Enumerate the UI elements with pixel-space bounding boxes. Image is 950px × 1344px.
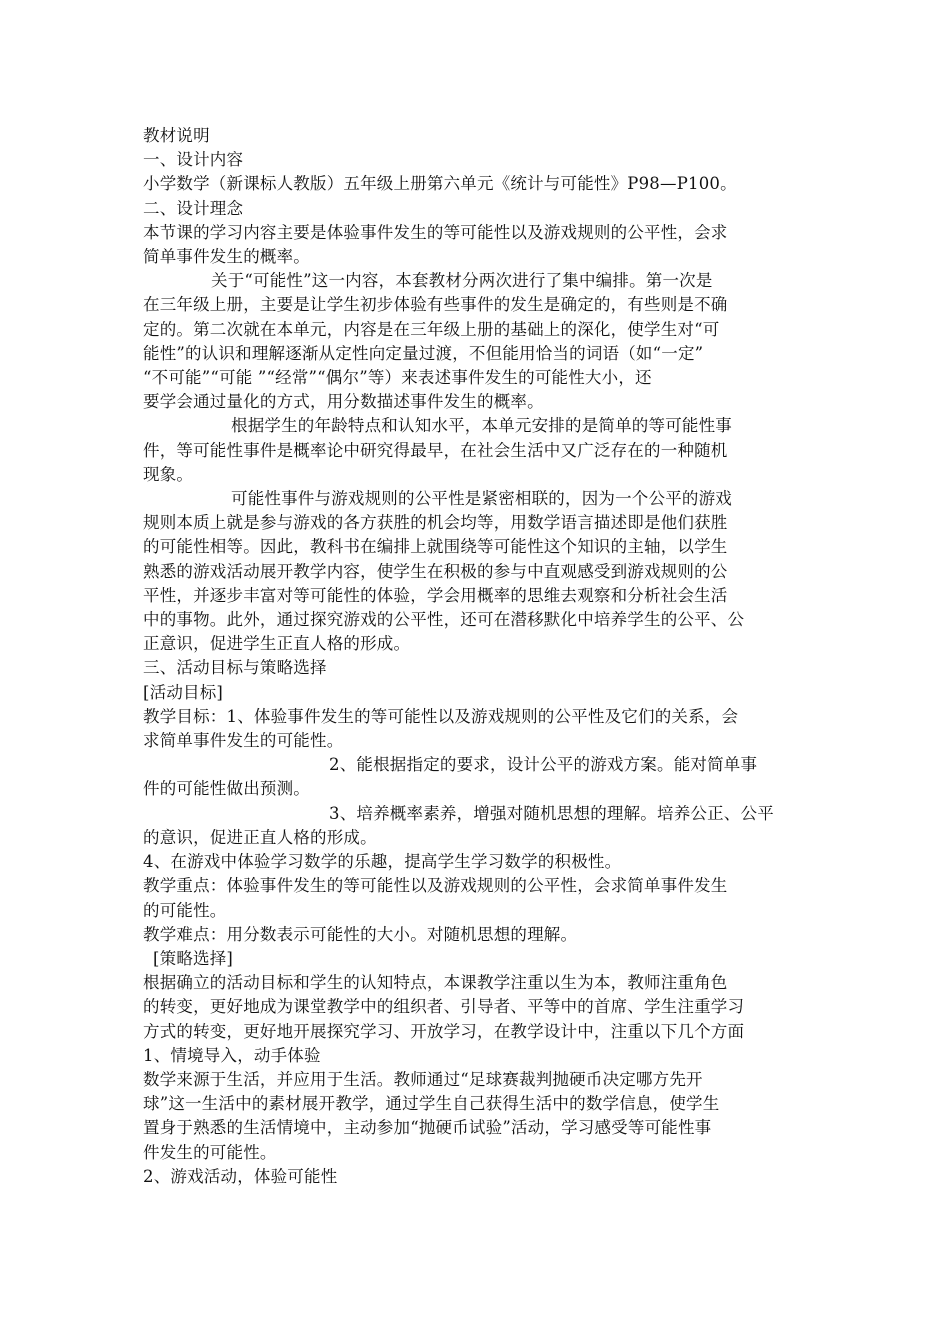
text-line: 3、培养概率素养，增强对随机思想的理解。培养公正、公平 xyxy=(329,803,774,823)
text-line: 根据学生的年龄特点和认知水平，本单元安排的是简单的等可能性事 xyxy=(231,416,732,436)
section-heading: 二、设计理念 xyxy=(143,198,244,218)
section-heading: 一、设计内容 xyxy=(143,150,244,170)
text-line: 定的。第二次就在本单元，内容是在三年级上册的基础上的深化，使学生对“可 xyxy=(143,319,720,339)
text-line: 件的可能性做出预测。 xyxy=(143,779,310,799)
subsection-label: [活动目标] xyxy=(143,682,224,702)
text-line: 平性，并逐步丰富对等可能性的体验，学会用概率的思维去观察和分析社会生活 xyxy=(143,585,728,605)
text-line: 方式的转变，更好地开展探究学习、开放学习，在教学设计中，注重以下几个方面 xyxy=(143,1021,745,1041)
text-line: 教学目标：1、体验事件发生的等可能性以及游戏规则的公平性及它们的关系，会 xyxy=(143,706,739,726)
text-line: 中的事物。此外，通过探究游戏的公平性，还可在潜移默化中培养学生的公平、公 xyxy=(143,610,745,630)
text-line: 的可能性相等。因此，教科书在编排上就围绕等可能性这个知识的主轴，以学生 xyxy=(143,537,728,557)
subsection-label: [策略选择] xyxy=(153,948,234,968)
text-line: 能性”的认识和理解逐渐从定性向定量过渡，不但能用恰当的词语（如“一定” xyxy=(143,343,704,363)
text-line: 教学难点：用分数表示可能性的大小。对随机思想的理解。 xyxy=(143,924,578,944)
text-line: 本节课的学习内容主要是体验事件发生的等可能性以及游戏规则的公平性，会求 xyxy=(143,222,728,242)
text-line: 求简单事件发生的可能性。 xyxy=(143,731,344,751)
text-line: 正意识，促进学生正直人格的形成。 xyxy=(143,634,411,654)
text-line: “不可能”“可能 ”“经常”“偶尔”等）来表述事件发生的可能性大小，还 xyxy=(143,368,652,388)
text-line: 关于“可能性”这一内容，本套教材分两次进行了集中编排。第一次是 xyxy=(211,271,713,291)
text-line: 规则本质上就是参与游戏的各方获胜的机会均等，用数学语言描述即是他们获胜 xyxy=(143,513,728,533)
text-line: 现象。 xyxy=(143,464,194,484)
text-line: 教学重点：体验事件发生的等可能性以及游戏规则的公平性，会求简单事件发生 xyxy=(143,876,728,896)
text-line: 2、能根据指定的要求，设计公平的游戏方案。能对简单事 xyxy=(329,755,758,775)
text-line: 置身于熟悉的生活情境中，主动参加“抛硬币试验”活动，学习感受等可能性事 xyxy=(143,1118,712,1138)
list-heading: 1、情境导入，动手体验 xyxy=(143,1045,321,1065)
text-line: 在三年级上册，主要是让学生初步体验有些事件的发生是确定的，有些则是不确 xyxy=(143,295,728,315)
text-line: 球”这一生活中的素材展开教学，通过学生自己获得生活中的数学信息，使学生 xyxy=(143,1094,720,1114)
document-title: 教材说明 xyxy=(143,126,210,145)
text-line: 小学数学（新课标人教版）五年级上册第六单元《统计与可能性》P98—P100。 xyxy=(143,174,737,194)
text-line: 4、在游戏中体验学习数学的乐趣，提高学生学习数学的积极性。 xyxy=(143,852,622,872)
text-line: 的转变，更好地成为课堂教学中的组织者、引导者、平等中的首席、学生注重学习 xyxy=(143,997,745,1017)
text-line: 熟悉的游戏活动展开教学内容，使学生在积极的参与中直观感受到游戏规则的公 xyxy=(143,561,728,581)
list-heading: 2、游戏活动，体验可能性 xyxy=(143,1166,338,1186)
text-line: 要学会通过量化的方式，用分数描述事件发生的概率。 xyxy=(143,392,544,412)
text-line: 件，等可能性事件是概率论中研究得最早，在社会生活中又广泛存在的一种随机 xyxy=(143,440,728,460)
text-line: 的意识，促进正直人格的形成。 xyxy=(143,827,377,847)
text-line: 的可能性。 xyxy=(143,900,227,920)
text-line: 数学来源于生活，并应用于生活。教师通过“足球赛裁判抛硬币决定哪方先开 xyxy=(143,1069,703,1089)
text-line: 简单事件发生的概率。 xyxy=(143,247,310,267)
text-line: 根据确立的活动目标和学生的认知特点，本课教学注重以生为本，教师注重角色 xyxy=(143,973,728,993)
text-line: 可能性事件与游戏规则的公平性是紧密相联的，因为一个公平的游戏 xyxy=(231,489,732,509)
section-heading: 三、活动目标与策略选择 xyxy=(143,658,327,678)
text-line: 件发生的可能性。 xyxy=(143,1142,277,1162)
